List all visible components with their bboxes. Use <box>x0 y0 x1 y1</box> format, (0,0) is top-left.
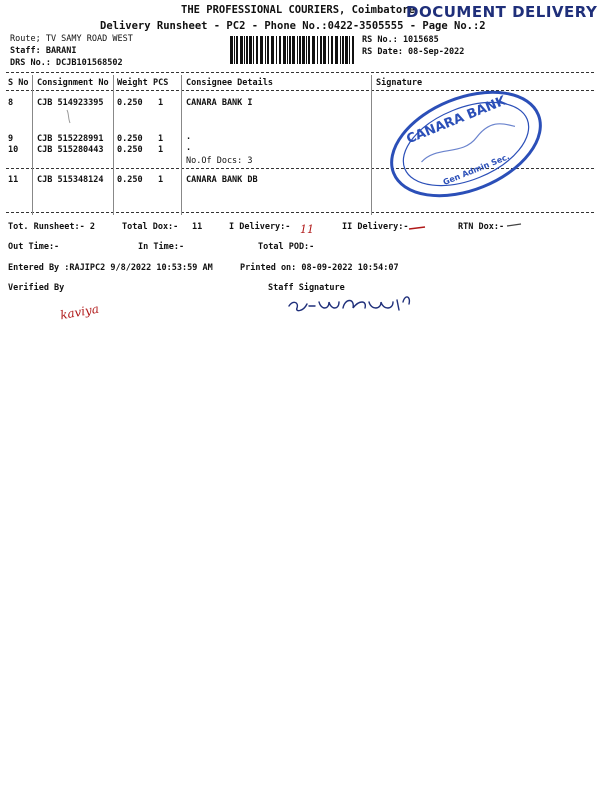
column-header-pcs: PCS <box>153 78 169 88</box>
row-consignee: . <box>186 143 192 153</box>
ii-delivery-label: II Delivery:- <box>342 222 409 232</box>
stamp-section-name: Gen Admin Sec. <box>441 152 511 187</box>
verifier-handwritten-name: kaviya <box>59 301 100 323</box>
company-name: THE PROFESSIONAL COURIERS, Coimbatore <box>181 4 415 16</box>
row-sno: 9 <box>8 134 14 144</box>
rs-date: RS Date: 08-Sep-2022 <box>362 47 465 57</box>
column-divider <box>113 75 114 215</box>
total-dox-value: 11 <box>192 222 203 232</box>
row-pcs: 1 <box>158 134 164 144</box>
out-time-label: Out Time:- <box>8 242 60 252</box>
tot-runsheet: Tot. Runsheet:- 2 <box>8 222 95 232</box>
rtn-dox-label: RTN Dox:- <box>458 222 505 232</box>
in-time-label: In Time:- <box>138 242 185 252</box>
row-consignee: CANARA BANK DB <box>186 175 258 185</box>
column-header-weight: Weight <box>117 78 148 88</box>
i-delivery-handwritten: 11 <box>300 223 314 236</box>
row-sno: 10 <box>8 145 19 155</box>
row-consignment: CJB 515348124 <box>37 175 104 185</box>
no-of-docs: No.Of Docs: 3 <box>186 156 253 166</box>
staff-signature-label: Staff Signature <box>268 283 345 293</box>
row-pcs: 1 <box>158 175 164 185</box>
runsheet-title: Delivery Runsheet - PC2 - Phone No.:0422-3505555 - Page No.:2 <box>100 20 486 32</box>
i-delivery-label: I Delivery:- <box>229 222 291 232</box>
pen-mark <box>64 108 74 126</box>
stamp-bank-name: CANARA BANK <box>404 93 509 148</box>
row-weight: 0.250 <box>117 145 143 155</box>
table-top-rule <box>6 72 594 73</box>
column-header-sno: S No <box>8 78 29 88</box>
total-pod-label: Total POD:- <box>258 242 315 252</box>
row-weight: 0.250 <box>117 134 143 144</box>
row-sno: 8 <box>8 98 14 108</box>
barcode-icon <box>230 36 355 64</box>
total-dox-label: Total Dox:- <box>122 222 179 232</box>
staff-signature-image <box>285 290 415 318</box>
row-pcs: 1 <box>158 98 164 108</box>
printed-on: Printed on: 08-09-2022 10:54:07 <box>240 263 399 273</box>
column-header-consignee: Consignee Details <box>186 78 273 88</box>
column-header-consignment: Consignment No <box>37 78 109 88</box>
route-label: Route; TV SAMY ROAD WEST <box>10 34 133 44</box>
row-consignee: CANARA BANK I <box>186 98 253 108</box>
drs-number: DRS No.: DCJB101568502 <box>10 58 123 68</box>
row-weight: 0.250 <box>117 175 143 185</box>
document-delivery-stamp: DOCUMENT DELIVERY <box>406 3 598 21</box>
table-bottom-rule <box>6 212 594 213</box>
row-pcs: 1 <box>158 145 164 155</box>
row-weight: 0.250 <box>117 98 143 108</box>
column-divider <box>32 75 33 215</box>
verified-by-label: Verified By <box>8 283 65 293</box>
entered-by: Entered By :RAJIPC2 9/8/2022 10:53:59 AM <box>8 263 213 273</box>
row-consignment: CJB 514923395 <box>37 98 104 108</box>
canara-bank-stamp <box>378 84 554 204</box>
column-header-signature: Signature <box>376 78 423 88</box>
row-sno: 11 <box>8 175 19 185</box>
column-divider <box>371 75 372 215</box>
column-divider <box>181 75 182 215</box>
rs-number: RS No.: 1015685 <box>362 35 439 45</box>
rtn-dox-dash-mark <box>506 222 522 230</box>
row-consignment: CJB 515280443 <box>37 145 104 155</box>
staff-label: Staff: BARANI <box>10 46 77 56</box>
row-consignment: CJB 515228991 <box>37 134 104 144</box>
row-consignee: . <box>186 132 192 142</box>
ii-delivery-dash-mark <box>408 224 426 232</box>
